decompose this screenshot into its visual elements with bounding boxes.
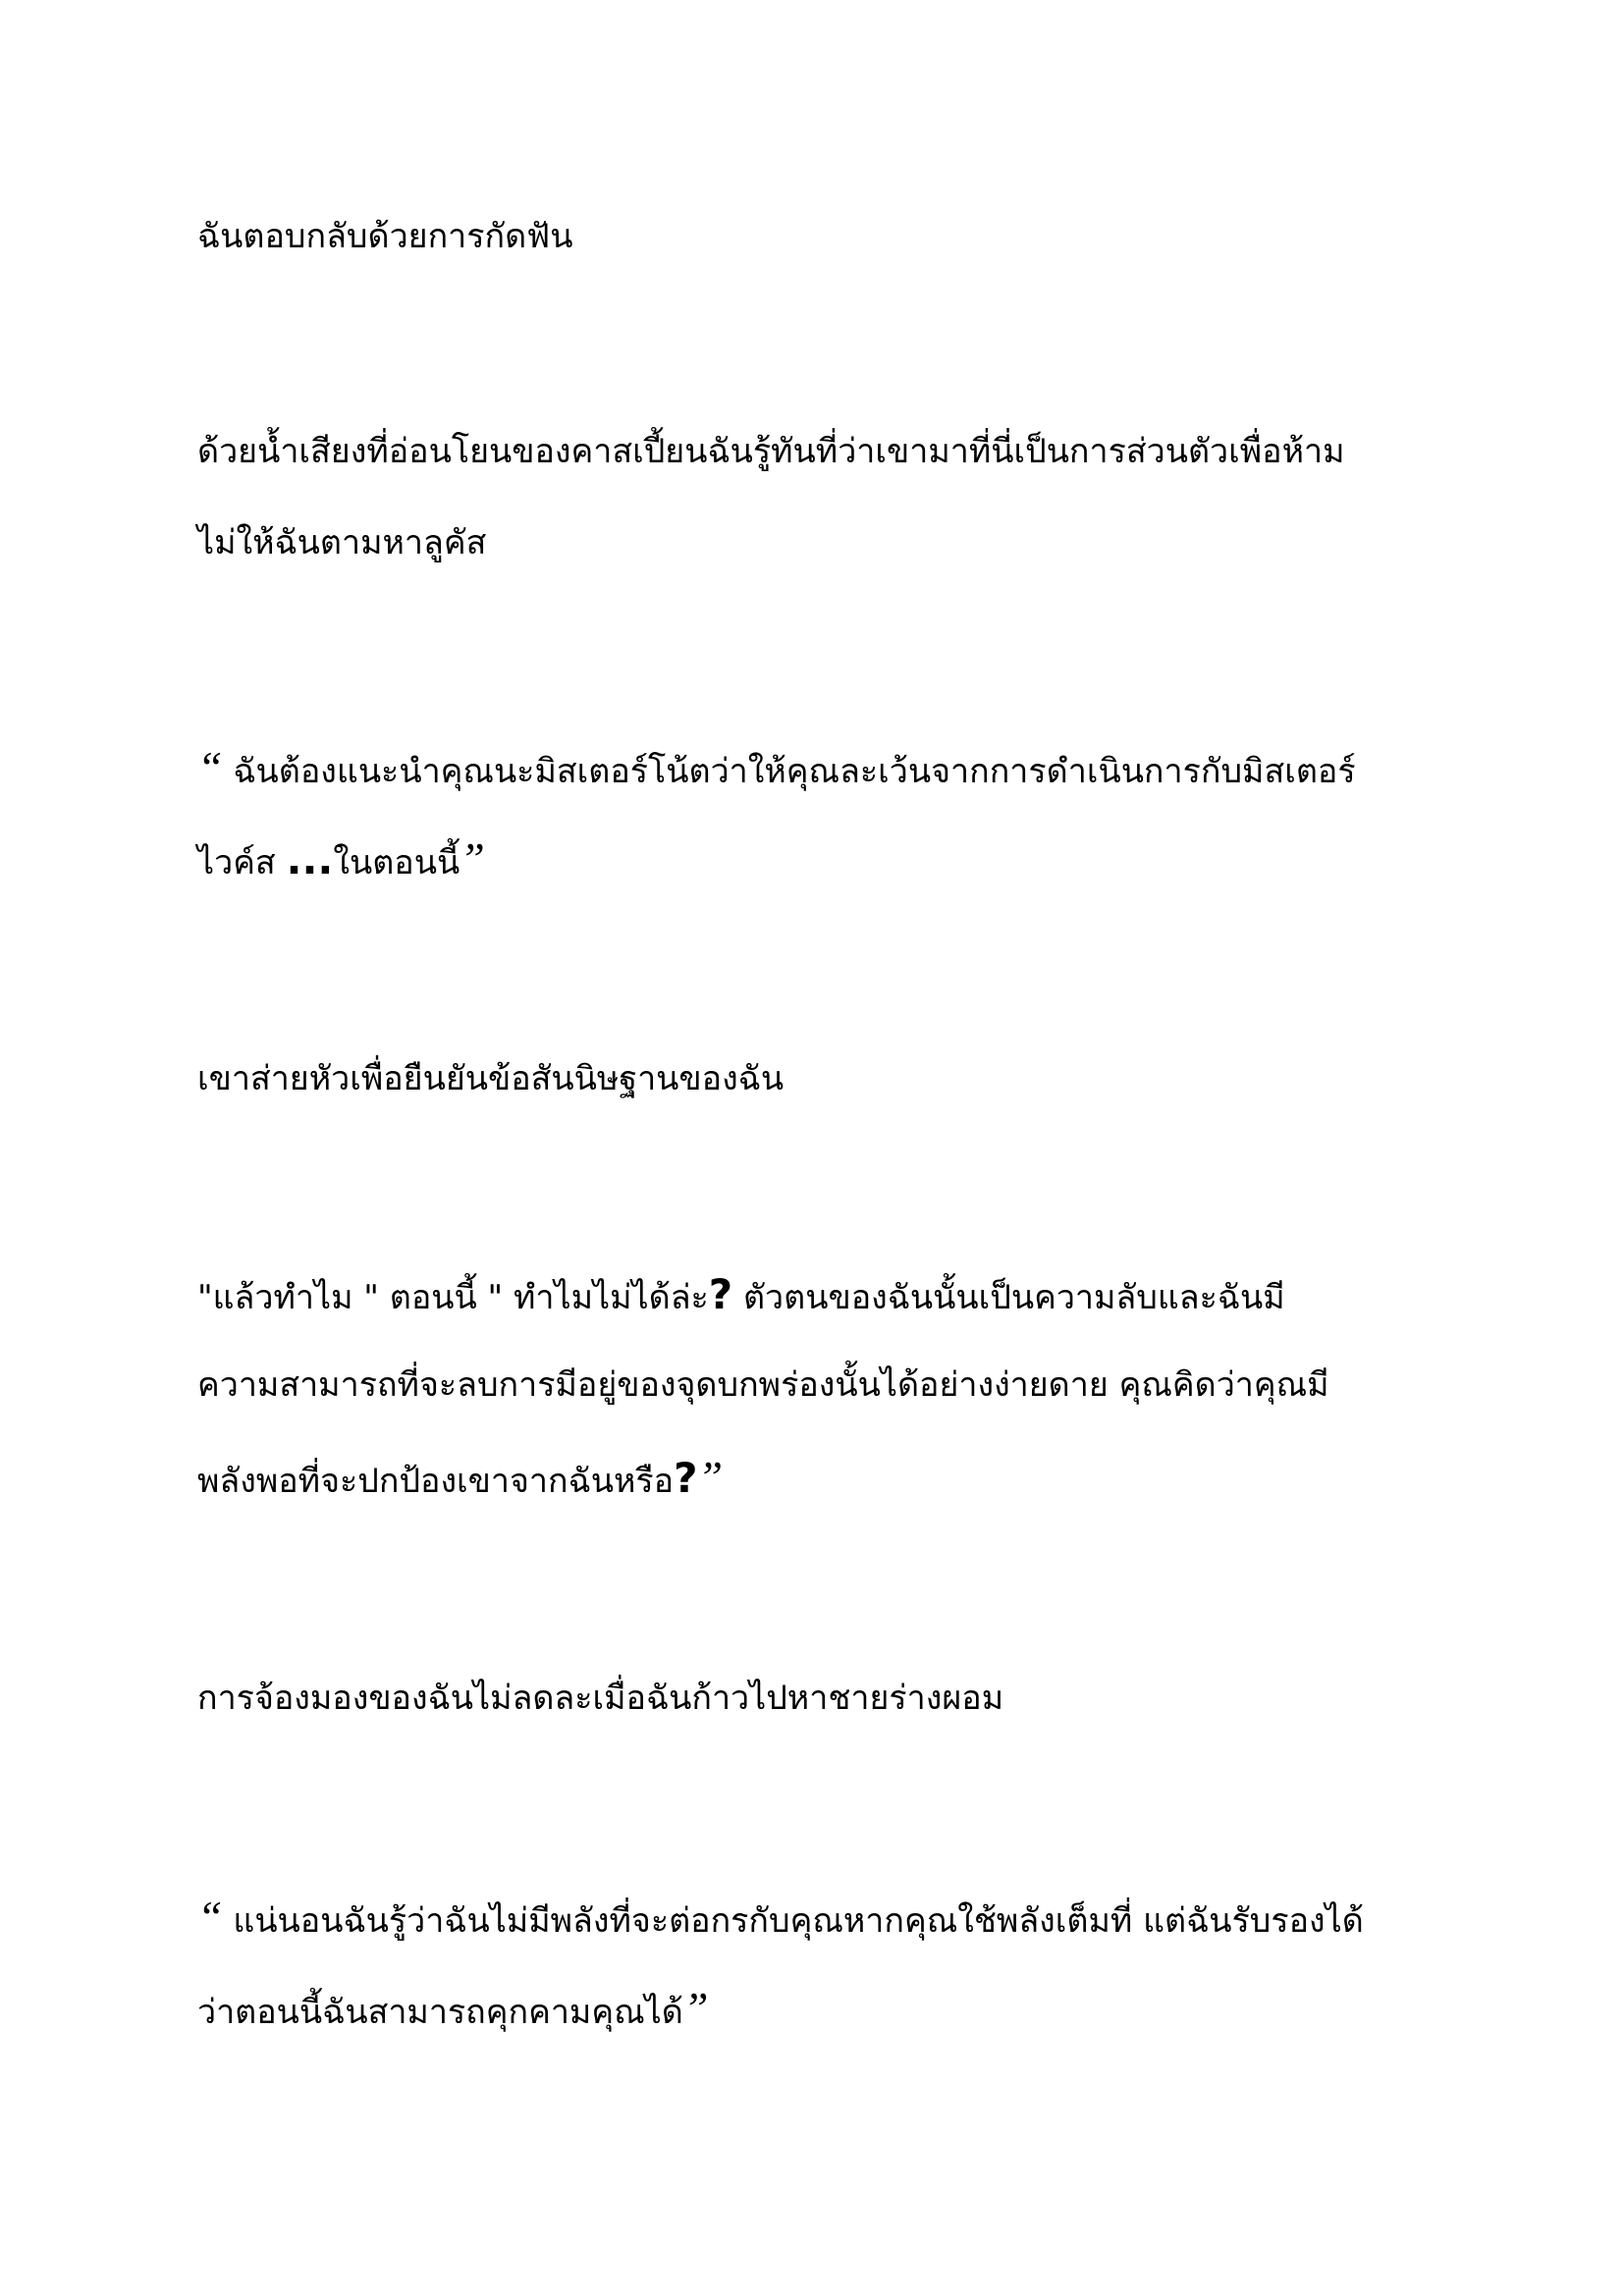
paragraph-line <box>197 1962 1435 2054</box>
paragraph-line <box>197 1431 1435 1522</box>
text-span: ฉันต้องแนะนำคุณนะมิสเตอร์โน้ตว่าให้คุณละเว้นจากการดำเนินการกับมิสเตอร์ <box>222 752 1356 791</box>
text-span: แน่นอนฉันรู้ว่าฉันไม่มีพลังที่จะต่อกรกับคุณหากคุณใช้พลังเต็มที่ แต่ฉันรับรองได้ <box>222 1901 1364 1941</box>
ellipsis: ... <box>286 835 334 883</box>
paragraph-5 <box>197 1249 1435 1522</box>
paragraph-line: เขาส่ายหัวเพื่อยืนยันข้อสันนิษฐานของฉัน <box>197 1059 785 1098</box>
paragraph-3 <box>197 721 1435 904</box>
paragraph-2 <box>197 406 1435 589</box>
close-quote: ” <box>460 833 485 883</box>
text-span: ในตอนนี้ <box>333 843 460 882</box>
text-span: ไวค์ส <box>197 843 287 882</box>
paragraph-1 <box>197 191 1435 283</box>
open-quote: “ <box>197 1892 223 1942</box>
paragraph-line: ไม่ให้ฉันตามหาลูคัส <box>197 523 487 562</box>
paragraph-line <box>197 721 1435 813</box>
open-quote: “ <box>197 742 223 792</box>
paragraph-7 <box>197 1871 1435 2054</box>
paragraph-6 <box>197 1653 1435 1744</box>
paragraph-line: ความสามารถที่จะลบการมีอยู่ของจุดบกพร่องนั้นได้อย่างง่ายดาย คุณคิดว่าคุณมี <box>197 1365 1329 1405</box>
paragraph-line: ด้วยน้ำเสียงที่อ่อนโยนของคาสเปี้ยนฉันรู้ทันที่ว่าเขามาที่นี่เป็นการส่วนตัวเพื่อห้าม <box>197 432 1345 471</box>
text-span: ตัวตนของฉันนั้นเป็นความลับและฉันมี <box>732 1278 1285 1317</box>
text-span: "แล้วทำไม " ตอนนี้ " ทำไมไม่ได้ล่ะ <box>197 1278 709 1317</box>
paragraph-line <box>197 1871 1435 1962</box>
question-mark: ? <box>708 1270 733 1318</box>
paragraph-line: ฉันตอบกลับด้วยการกัดฟัน <box>197 217 573 256</box>
paragraph-line <box>197 813 1435 904</box>
question-mark: ? <box>674 1454 698 1502</box>
close-quote: ” <box>682 1983 709 2033</box>
text-span: พลังพอที่จะปกป้องเขาจากฉันหรือ <box>197 1462 675 1501</box>
paragraph-line <box>197 1249 1435 1340</box>
close-quote: ” <box>697 1452 724 1502</box>
text-span: ว่าตอนนี้ฉันสามารถคุกคามคุณได้ <box>197 1993 683 2032</box>
paragraph-line: การจ้องมองของฉันไม่ลดละเมื่อฉันก้าวไปหาชายร่างผอม <box>197 1679 1004 1718</box>
paragraph-4 <box>197 1034 1435 1125</box>
